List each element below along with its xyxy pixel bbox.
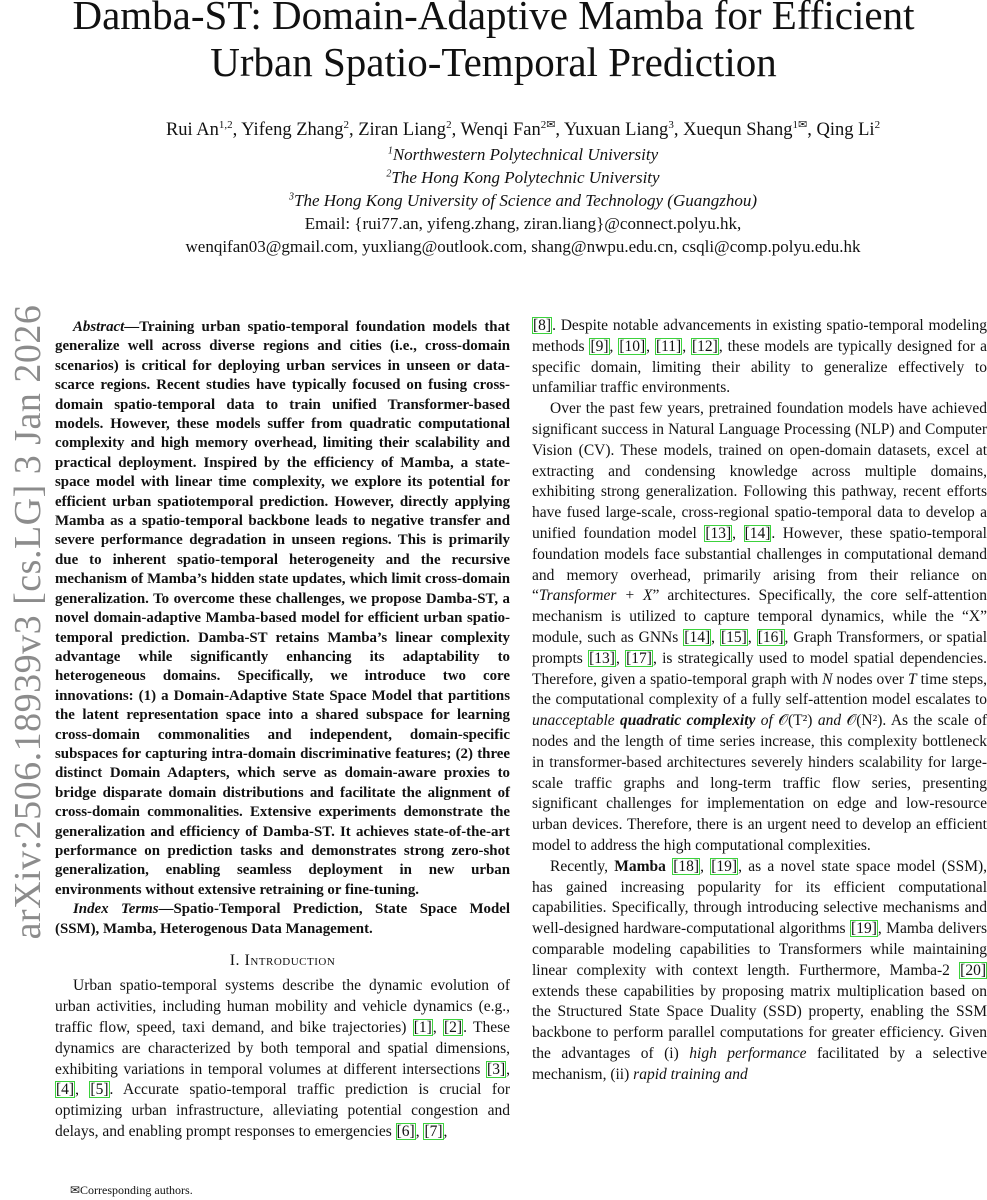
citation-link[interactable]: [1] [413,1019,432,1036]
abstract-label: Abstract [73,319,125,335]
citation-link[interactable]: [4] [56,1081,75,1099]
intro-paragraph-3: Recently, Mamba [18], [19], as a novel state space model (SSM), has gained increasing popularity for its efficient computational capabilities. Specifically, through introducing selective mechanisms and well-designed hardware-computational algorithms [19], Mamba delivers comparable modeling capabilities to Transformers while maintaining linear complexity with context length. Furthermore, Mamba-2 [20] extends these capabilities by proposing matrix multiplication based on the Structured State Space Duality (SSD) property, enabling the SSM backbone to perform parallel computations for greater efficiency. Given the advantages of (i) high performance facilitated by a selective mechanism, (ii) rapid training and [532,857,987,1083]
abstract [55,318,510,900]
intro-paragraph-cont: [8]. Despite notable advancements in existing spatio-temporal modeling methods [9], [10], [11], [12], these models are typically designed for a specific domain, limiting their ability to generalize effectively to unfamiliar traffic environments. [532,317,987,397]
abstract-text: —Training urban spatio-temporal foundation models that generalize well across diverse regions and cities (i.e., cross-domain scenarios) is critical for deploying urban services in unseen or data-scarce regions. Recent studies have typically focused on fusing cross-domain spatio-temporal data to train unified Transformer-based models. However, these models suffer from quadratic computational complexity and high memory overhead, limiting their scalability and practical deployment. Inspired by the efficiency of Mamba, a state-space model with linear time complexity, we explore its potential for efficient urban spatiotemporal prediction. However, directly applying Mamba as a spatio-temporal backbone leads to negative transfer and severe performance degradation in unseen regions. This is primarily due to inherent spatio-temporal heterogeneity and the recursive mechanism of Mamba’s hidden state updates, which limit cross-domain generalization. To overcome these challenges, we propose Damba-ST, a novel domain-adaptive Mamba-based model for efficient urban spatio-temporal prediction. Damba-ST retains Mamba’s linear complexity advantage while significantly enhancing its adaptability to heterogeneous domains. Specifically, we introduce two core innovations: (1) a Domain-Adaptive State Space Model that partitions the latent representation space into a shared subspace for learning cross-domain commonalities and independent, domain-specific subspaces for capturing intra-domain discriminative features; (2) three distinct Domain Adapters, which serve as domain-aware proxies to bridge disparate domain distributions and facilitate the alignment of cross-domain commonalities. Extensive experiments demonstrate the generalization and efficiency of Damba-ST. It achieves state-of-the-art performance on prediction tasks and demonstrates strong zero-shot generalization, enabling seamless deployment in new urban environments without extensive retraining or fine-tuning. [55,319,510,898]
right-column [532,316,987,1085]
intro-paragraph-1: Urban spatio-temporal systems describe the dynamic evolution of urban activities, including human mobility and vehicle dynamics (e.g., traffic flow, speed, taxi demand, and bike trajectories) [1], [2]. These dynamics are characterized by both temporal and spatial dimensions, exhibiting variations in temporal volumes at different intersections [3], [4], [5]. Accurate spatio-temporal traffic prediction is crucial for optimizing urban infrastructure, alleviating potential congestion and delays, and enabling prompt responses to emergencies [6], [7], [55,977,511,1140]
paper-title [0,0,987,86]
citation-link[interactable]: [9] [590,337,609,355]
author-list: Rui An$^{1,2}$, Yifeng Zhang$^2$, Ziran Liang$^2$, Wenqi Fan$^{2✉}$, Yuxuan Liang$^3$, Xuequn Shang$^{1✉}$, Qing Li$^2$ [165,118,881,140]
arxiv-identifier: arXiv:2506.18939v3 [cs.LG] 3 Jan 2026 [7,304,49,940]
citation-link[interactable]: [15] [720,628,747,646]
citation-link[interactable]: [11] [655,337,682,355]
title-line-2: Urban Spatio-Temporal Prediction [210,39,777,85]
title-line-1: Damba-ST: Domain-Adaptive Mamba for Efficient [72,0,915,38]
section-heading: I. Introduction [229,952,336,969]
citation-link[interactable]: [7] [424,1122,443,1140]
citation-link[interactable]: [3] [487,1060,506,1078]
citation-link[interactable]: [6] [396,1122,415,1140]
author-name: Qing Li [816,120,875,140]
citation-link[interactable]: [8] [533,317,552,334]
email-line-2: wenqifan03@gmail.com, yuxliang@outlook.com, shang@nwpu.edu.cn, csqli@comp.polyu.edu.hk [185,237,861,256]
author-name: Yifeng Zhang [241,120,344,140]
author-name: Xuequn Shang [683,120,793,140]
citation-link[interactable]: [19] [851,920,877,938]
affiliation-2: $^2$The Hong Kong Polytechnic University [386,168,660,187]
left-column [55,318,510,1143]
citation-link[interactable]: [13] [589,649,615,667]
citation-link[interactable]: [14] [744,524,771,542]
citation-link[interactable]: [17] [626,649,652,667]
citation-link[interactable]: [14] [684,628,711,646]
citation-link[interactable]: [18] [673,857,700,875]
citation-link[interactable]: [20] [960,961,986,979]
author-name: Yuxuan Liang [564,120,669,140]
footnote: ✉Corresponding authors. [70,1183,193,1197]
index-terms [55,900,510,939]
affiliations [0,143,987,258]
author-name: Ziran Liang [358,120,447,140]
citation-link[interactable]: [12] [692,337,718,355]
citation-link[interactable]: [19] [711,857,738,875]
citation-link[interactable]: [13] [705,524,732,542]
intro-paragraph-2: Over the past few years, pretrained foundation models have achieved significant success in Natural Language Processing (NLP) and Computer Vision (CV). These models, trained on open-domain datasets, excel at extracting and condensing knowledge across multiple domains, exhibiting strong generalization. Following this pathway, recent efforts have fused large-scale, cross-regional spatio-temporal data to develop a unified foundation model [13], [14]. However, these spatio-temporal foundation models face substantial challenges in computational demand and memory overhead, primarily arising from their reliance on “Transformer + X” architectures. Specifically, the core self-attention mechanism is utilized to capture temporal dynamics, while the “X” module, such as GNNs [14], [15], [16], Graph Transformers, or spatial prompts [13], [17], is strategically used to model spatial dependencies. Therefore, given a spatio-temporal graph with N nodes over T time steps, the computational complexity of a fully self-attention model escalates to unacceptable quadratic complexity of 𝒪(T²) and 𝒪(N²). As the scale of nodes and the length of time series increase, this complexity bottleneck in transformer-based architectures severely hinders scalability for large-scale traffic graphs and long-term traffic flow series, presenting significant challenges for implementation on edge and low-resource urban devices. Therefore, there is an urgent need to develop an efficient model to address the high computational complexities. [532,400,987,854]
email-line-1: Email: {rui77.an, yifeng.zhang, ziran.liang}@connect.polyu.hk, [304,214,742,233]
citation-link[interactable]: [2] [444,1019,463,1036]
author-name: Wenqi Fan [460,120,541,140]
citation-link[interactable]: [10] [619,337,646,355]
affiliation-3: $^3$The Hong Kong University of Science and Technology (Guangzhou) [288,191,758,210]
citation-link[interactable]: [16] [757,628,784,646]
index-terms-text: —Spatio-Temporal Prediction, State Space Model (SSM), Mamba, Heterogenous Data Management. [55,901,510,937]
index-terms-label: Index Terms [73,901,159,918]
author-name: Rui An [165,120,219,140]
affiliation-1: $^1$Northwestern Polytechnical University [387,145,659,164]
citation-link[interactable]: [5] [90,1081,109,1099]
